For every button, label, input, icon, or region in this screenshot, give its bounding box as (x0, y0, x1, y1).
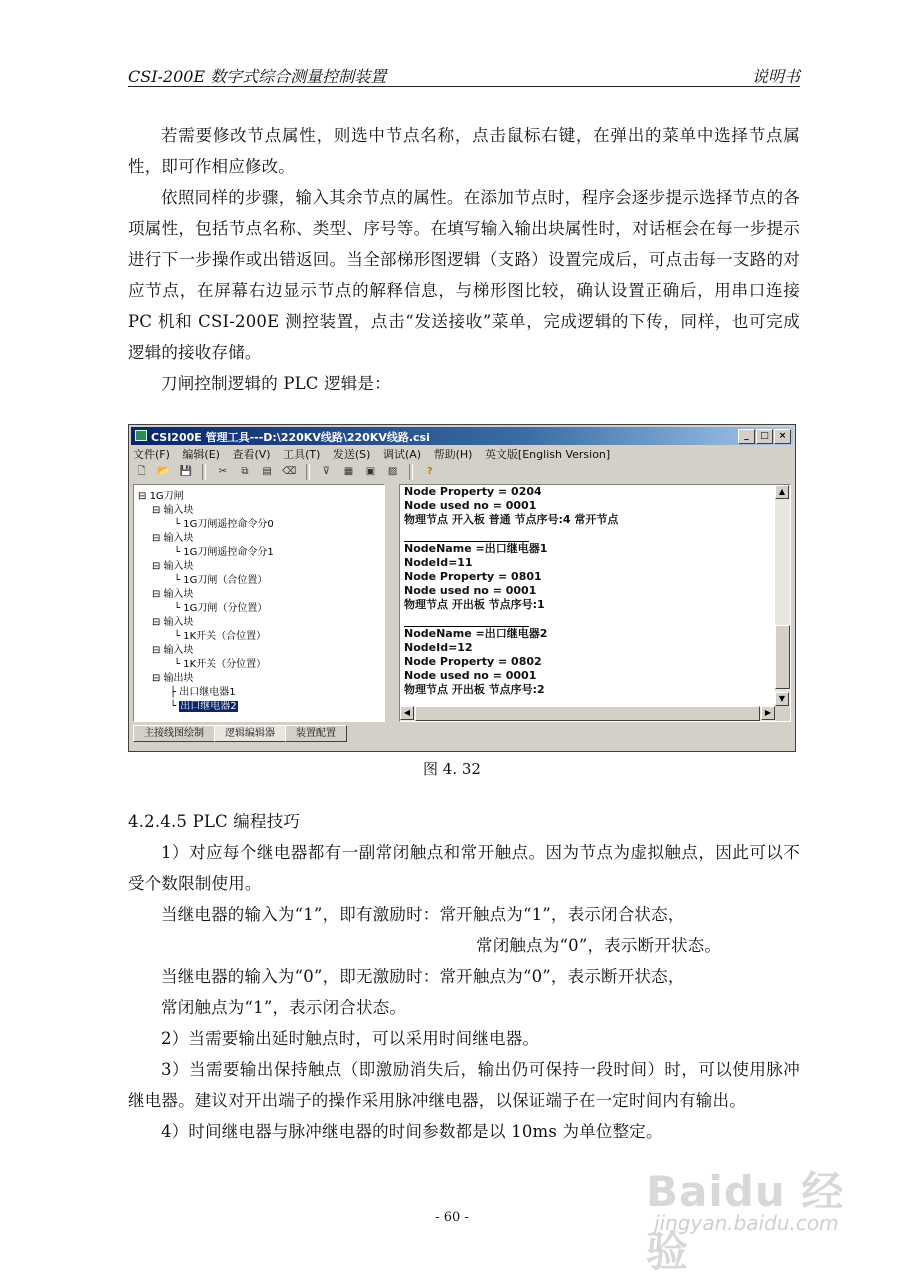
header-rule (128, 86, 800, 87)
menu-english[interactable]: 英文版[English Version] (484, 448, 611, 461)
help-icon[interactable]: ? (426, 466, 433, 477)
header-doc-type: 说明书 (751, 67, 800, 86)
info-line: Node used no = 0001 (404, 499, 537, 512)
page-number: - 60 - (435, 1210, 469, 1225)
close-icon[interactable]: × (774, 429, 791, 444)
minimize-icon[interactable]: _ (738, 429, 755, 444)
tree-item[interactable]: └ 1G刀闸遥控命令分0 (174, 519, 274, 530)
scroll-up-icon[interactable]: ▲ (775, 485, 789, 499)
paragraph: 1）对应每个继电器都有一副常闭触点和常开触点。因为节点为虚拟触点，因此可以不受个数限制使用。 (128, 843, 800, 893)
info-line: Node Property = 0801 (404, 570, 542, 583)
app-window-screenshot (128, 424, 796, 752)
menu-tools[interactable]: 工具(T) (283, 448, 321, 461)
info-line: NodeName =出口继电器1 (404, 542, 548, 555)
tree-item[interactable]: ├ 出口继电器1 (170, 687, 236, 698)
menu-bar (133, 446, 619, 462)
tree-item[interactable]: ⊟ 输入块 (152, 561, 194, 572)
vertical-scrollbar[interactable] (775, 485, 790, 706)
scroll-corner (775, 706, 790, 721)
tree-item[interactable]: ⊟ 输入块 (152, 617, 194, 628)
toolbar (133, 463, 438, 483)
menu-help[interactable]: 帮助(H) (433, 448, 473, 461)
figure-caption: 图 4. 32 (423, 760, 481, 778)
open-folder-icon[interactable]: 📂 (157, 466, 170, 477)
info-line: Node used no = 0001 (404, 669, 537, 682)
tree-item[interactable]: └ 1K开关（分位置） (174, 659, 267, 670)
maximize-icon[interactable]: □ (756, 429, 773, 444)
compile-icon[interactable]: ▣ (365, 466, 376, 477)
info-line: 物理节点 开入板 普通 节点序号:4 常开节点 (404, 513, 619, 526)
info-separator (404, 527, 529, 542)
info-line: 物理节点 开出板 节点序号:2 (404, 683, 545, 696)
ladder-icon[interactable]: ▦ (343, 466, 354, 477)
toolbar-separator (409, 464, 413, 480)
watermark-url: jingyan.baidu.com (654, 1211, 839, 1235)
body-text-bottom (128, 806, 800, 1147)
paragraph: 常闭触点为“1”，表示闭合状态。 (161, 998, 407, 1017)
tree-item[interactable]: └ 1K开关（合位置） (174, 631, 267, 642)
node-info-text (404, 485, 774, 697)
info-line: 物理节点 开出板 节点序号:1 (404, 598, 545, 611)
paragraph: 依照同样的步骤，输入其余节点的属性。在添加节点时，程序会逐步提示选择节点的各项属性，包括节点名称、类型、序号等。在填写输入输出块属性时，对话框会在每一步提示进行下一步操作或出错返回。当全部梯形图逻辑（支路）设置完成后，可点击每一支路的对应节点，在屏幕右边显示节点的解释信息，与梯形图比较，确认设置正确后，用串口连接 PC 机和 CSI-200E 测控装置，点击“发送接收”菜单，完成逻辑的下传，同样，也可完成逻辑的接收存储。 (128, 188, 800, 362)
tree-item[interactable]: └ 出口继电器2 (170, 701, 237, 712)
section-heading: 4.2.4.5 PLC 编程技巧 (128, 812, 301, 831)
paragraph: 当继电器的输入为“0”，即无激励时：常开触点为“0”，表示断开状态， (161, 967, 685, 986)
tree-item[interactable]: ⊟ 输入块 (152, 505, 194, 516)
info-separator (404, 612, 529, 627)
header-doc-title: CSI-200E 数字式综合测量控制装置 (128, 67, 387, 86)
toolbar-separator (202, 464, 206, 480)
bottom-tabs (133, 725, 346, 743)
scroll-thumb[interactable] (775, 625, 790, 689)
download-icon[interactable]: ▨ (387, 466, 398, 477)
scroll-down-icon[interactable]: ▼ (775, 692, 789, 706)
tree-item[interactable]: ⊟ 输入块 (152, 645, 194, 656)
tree-item[interactable]: └ 1G刀闸（合位置） (174, 575, 268, 586)
logic-tree[interactable] (133, 484, 385, 722)
info-line: Node used no = 0001 (404, 584, 537, 597)
info-line: Node Property = 0204 (404, 485, 542, 498)
menu-file[interactable]: 文件(F) (133, 448, 170, 461)
scroll-left-icon[interactable]: ◀ (400, 706, 414, 720)
new-file-icon[interactable]: 🗋 (137, 466, 146, 477)
paragraph: 常闭触点为“0”，表示断开状态。 (476, 936, 722, 955)
tree-item[interactable]: └ 1G刀闸（分位置） (174, 603, 268, 614)
info-line: NodeId=12 (404, 641, 473, 654)
tree-item[interactable]: ⊟ 输入块 (152, 589, 194, 600)
window-controls (737, 429, 791, 444)
paragraph: 4）时间继电器与脉冲继电器的时间参数都是以 10ms 为单位整定。 (161, 1122, 663, 1141)
cut-icon[interactable]: ✂ (218, 466, 228, 477)
info-line: NodeName =出口继电器2 (404, 627, 548, 640)
tree-item[interactable]: ⊟ 输出块 (152, 673, 194, 684)
paragraph: 2）当需要输出延时触点时，可以采用时间继电器。 (161, 1029, 540, 1048)
save-icon[interactable]: 💾 (179, 466, 192, 477)
watermark (640, 1155, 850, 1276)
paragraph: 若需要修改节点属性，则选中节点名称，点击鼠标右键，在弹出的菜单中选择节点属性，即可作相应修改。 (128, 126, 800, 176)
menu-debug[interactable]: 调试(A) (382, 448, 422, 461)
copy-icon[interactable]: ⧉ (241, 466, 249, 477)
horizontal-scrollbar[interactable] (400, 706, 775, 721)
tab-main-wiring[interactable]: 主接线图绘制 (133, 725, 215, 742)
tree-root[interactable]: ⊟ 1G刀闸 (138, 491, 184, 502)
filter-icon[interactable]: ⊽ (322, 466, 330, 477)
paragraph: 当继电器的输入为“1”，即有激励时：常开触点为“1”，表示闭合状态， (161, 905, 685, 924)
toolbar-separator (306, 464, 310, 480)
eraser-icon[interactable]: ⌫ (282, 466, 297, 477)
menu-send[interactable]: 发送(S) (332, 448, 371, 461)
paste-icon[interactable]: ▤ (262, 466, 272, 477)
tree-item[interactable]: └ 1G刀闸遥控命令分1 (174, 547, 274, 558)
tree-item-selected[interactable]: 出口继电器2 (180, 701, 237, 712)
tree-item[interactable]: ⊟ 输入块 (152, 533, 194, 544)
node-info-panel (399, 484, 791, 722)
scroll-right-icon[interactable]: ▶ (761, 706, 775, 720)
tab-device-config[interactable]: 装置配置 (285, 725, 347, 742)
app-icon (135, 430, 147, 441)
tab-logic-editor[interactable]: 逻辑编辑器 (214, 725, 286, 742)
watermark-logo: Baidu 经验 (646, 1167, 845, 1276)
body-text-top (128, 120, 800, 399)
window-title: CSI200E 管理工具---D:\220KV线路\220KV线路.csi (151, 431, 430, 444)
scroll-thumb[interactable] (415, 706, 760, 721)
paragraph: 3）当需要输出保持触点（即激励消失后，输出仍可保持一段时间）时，可以使用脉冲继电器。建议对开出端子的操作采用脉冲继电器，以保证端子在一定时间内有输出。 (128, 1060, 800, 1110)
info-line: NodeId=11 (404, 556, 473, 569)
menu-view[interactable]: 查看(V) (232, 448, 271, 461)
window-titlebar (131, 427, 793, 445)
paragraph: 刀闸控制逻辑的 PLC 逻辑是： (161, 374, 391, 393)
info-line: Node Property = 0802 (404, 655, 542, 668)
menu-edit[interactable]: 编辑(E) (182, 448, 220, 461)
